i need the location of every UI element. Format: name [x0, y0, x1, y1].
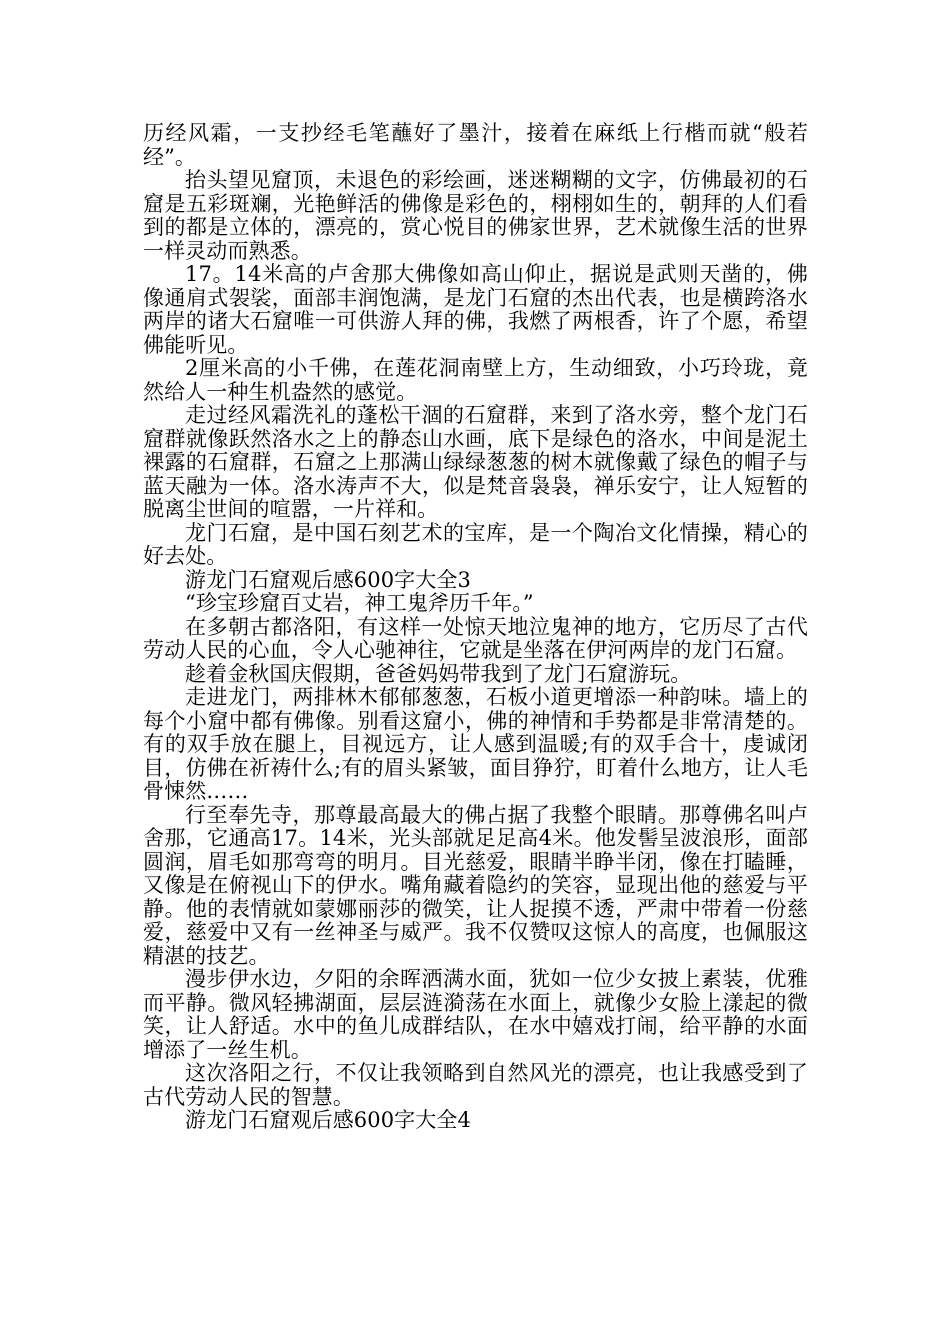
- paragraph-continuation: 历经风霜，一支抄经毛笔蘸好了墨汁，接着在麻纸上行楷而就“般若经”。: [143, 121, 808, 169]
- section-heading: 游龙门石窟观后感600字大全3: [185, 567, 471, 592]
- paragraph: 漫步伊水边，夕阳的余晖洒满水面，犹如一位少女披上素装，优雅而平静。微风轻拂湖面，层层涟漪荡在水面上，就像少女脸上漾起的微笑，让人舒适。水中的鱼儿成群结队，在水中嬉戏打闹，给平静的水面增添了一丝生机。: [143, 967, 808, 1062]
- paragraph: 2厘米高的小千佛，在莲花洞南壁上方，生动细致，小巧玲珑，竟然给人一种生机盎然的感觉。: [143, 356, 808, 404]
- paragraph: 走进龙门，两排林木郁郁葱葱，石板小道更增添一种韵味。墙上的每个小窟中都有佛像。别看这窟小，佛的神情和手势都是非常清楚的。有的双手放在腿上，目视远方，让人感到温暖;有的双手合十，虔诚闭目，仿佛在祈祷什么;有的眉头紧皱，面目狰狞，盯着什么地方，让人毛骨悚然……: [143, 685, 808, 803]
- paragraph: 龙门石窟，是中国石刻艺术的宝库，是一个陶冶文化情操，精心的好去处。: [143, 520, 808, 568]
- paragraph: 在多朝古都洛阳，有这样一处惊天地泣鬼神的地方，它历尽了古代劳动人民的心血，令人心驰神往，它就是坐落在伊河两岸的龙门石窟。: [143, 614, 808, 662]
- quote-paragraph: “珍宝珍窟百丈岩，神工鬼斧历千年。”: [185, 591, 534, 615]
- paragraph: 行至奉先寺，那尊最高最大的佛占据了我整个眼睛。那尊佛名叫卢舍那，它通高17。14米，光头部就足足高4米。他发髻呈波浪形，面部圆润，眉毛如那弯弯的明月。目光慈爱，眼睛半睁半闭，像在打瞌睡，又像是在俯视山下的伊水。嘴角藏着隐约的笑容，显现出他的慈爱与平静。他的表情就如蒙娜丽莎的微笑，让人捉摸不透，严肃中带着一份慈爱，慈爱中又有一丝神圣与威严。我不仅赞叹这惊人的高度，也佩服这精湛的技艺。: [143, 802, 808, 968]
- paragraph: 这次洛阳之行，不仅让我领略到自然风光的漂亮，也让我感受到了古代劳动人民的智慧。: [143, 1061, 808, 1109]
- document-page: [143, 122, 808, 1133]
- section-heading: 游龙门石窟观后感600字大全4: [185, 1108, 471, 1132]
- paragraph: 17。14米高的卢舍那大佛像如高山仰止，据说是武则天凿的，佛像通肩式袈裟，面部丰润饱满，是龙门石窟的杰出代表，也是横跨洛水两岸的诸大石窟唯一可供游人拜的佛，我燃了两根香，许了个愿，希望佛能听见。: [143, 262, 808, 357]
- paragraph: 走过经风霜洗礼的蓬松干涸的石窟群，来到了洛水旁，整个龙门石窟群就像跃然洛水之上的静态山水画，底下是绿色的洛水，中间是泥土裸露的石窟群，石窟之上那满山绿绿葱葱的树木就像戴了绿色的帽子与蓝天融为一体。洛水涛声不大，似是梵音袅袅，禅乐安宁，让人短暂的脱离尘世间的喧嚣，一片祥和。: [143, 403, 808, 521]
- paragraph: 抬头望见窟顶，未退色的彩绘画，迷迷糊糊的文字，仿佛最初的石窟是五彩斑斓，光艳鲜活的佛像是彩色的，栩栩如生的，朝拜的人们看到的都是立体的，漂亮的，赏心悦目的佛家世界，艺术就像生活的世界一样灵动而熟悉。: [143, 168, 808, 263]
- paragraph: 趁着金秋国庆假期，爸爸妈妈带我到了龙门石窟游玩。: [185, 661, 692, 686]
